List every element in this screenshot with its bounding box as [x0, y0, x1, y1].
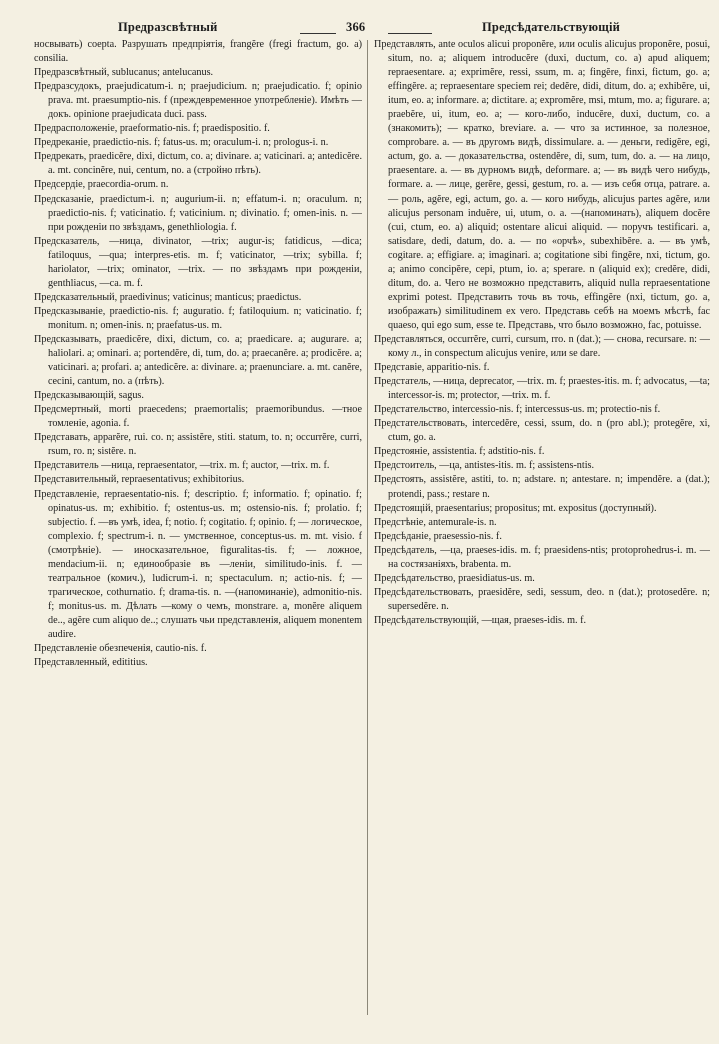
entry: Представленіе обезпеченія, cautio-nis. f. — [34, 643, 207, 655]
entry: Предсѣдательствовать, praesidĕre, sedi, sessum, deo. n (dat.); protosedĕre. n; supersedĕre. n. — [374, 586, 710, 612]
entry: Представіе, apparitio-nis. f. — [374, 362, 490, 374]
entry: Предсказательный, praedivinus; vaticinus; manticus; praedictus. — [34, 291, 302, 303]
right-column — [374, 38, 710, 1028]
entry: Представляться, occurrĕre, curri, cursum, rro. n (dat.); — снова, recursare. n: — кому л., in conspectum alicujus venire, или se dare. — [374, 333, 710, 360]
entry: Предсказывать, praedicĕre, dixi, dictum, co. a; praedicare. a; augurare. a; haliolari. a; ominari. a; portendĕre, di, tum, do. a; praecanĕre. a; prodicĕre. a; vaticinari. a; profari. a; antedicĕre. a: divinare. a; praenunciare. a. mt. canĕre, cecini, cantum, no. a (пѣть). — [34, 333, 362, 388]
entry: Предреканіе, praedictio-nis. f; fatus-us. m; oraculum-i. n; prologus-i. n. — [34, 137, 329, 149]
entry: Предразсвѣтный, sublucanus; antelucanus. — [34, 67, 214, 79]
entry: Предстатель, —ница, deprecator, —trix. m. f; praestes-itis. m. f; advocatus, —ta; intercessor-is. m; protector, —trix. m. f. — [374, 376, 710, 402]
entry: Представать, apparĕre, rui. co. n; assistĕre, stiti. statum, to. n; occurrĕre, curri, rsum, ro. n; sistĕre. n. — [34, 432, 362, 458]
entry: Предсердіе, praecordia-orum. n. — [34, 179, 169, 191]
entry: носвывать) coepta. Разрушать предпріятія, frangĕre (fregi fractum, go. a) consilia. — [34, 39, 362, 65]
entry: Предсмертный, morti praecedens; praemortalis; praemoribundus. —тное томленіе, agonia. f. — [34, 404, 362, 430]
running-head-right: Предсѣдательствующій — [482, 20, 621, 34]
entry: Предстательствовать, intercedĕre, cessi, ssum, do. n (pro abl.); protegĕre, xi, ctum, go. a. — [374, 418, 710, 444]
entry: Предсѣдатель, —ца, praeses-idis. m. f; praesidens-ntis; protoprohedrus-i. m. —на состязаніяхъ, brabenta. m. — [374, 544, 710, 570]
entry: Предстояніе, assistentia. f; adstitio-nis. f. — [374, 446, 545, 458]
entry: Предстѣніе, antemurale-is. n. — [374, 516, 497, 528]
entry: Представлять, ante oculos alicui proponĕre, или oculis alicujus proponĕre, posui, situm, no. a; aliquem introducĕre (duxi, ductum, co. a) apud aliquem; repraesentare. a; exprimĕre, ressi, ssum, m. a; fingĕre, finxi, fictum, go. a; effingĕre. a; repraesentare speciem rei; dedĕre, didi, ditum, do. a; exhibĕre, ui, itum, eo. a; informare. a; dictitare. a; expromĕre, msi, mtum, mo. a; figurare. a; praebĕre, ui, itum, eo. a; — кого-либо, inducĕre, duxi, ductum, co. a (знакомить); — кратко, breviare. a. — что за истинное, за полезное, comprobare. a. — въ другомъ видѣ, dissimulare. a. — деньги, redigĕre, egi, actum, go. a. — доказательства, ostendĕre, di, sum, tum, do. a. — на лицо, praesentare. a. — въ дурномъ видѣ, deformare. a; — въ видѣ чего нибудь, formare. a. — лице, gerĕre, gessi, gestum, ro. a. — изъ себя отца, patrare. a. — роль, agĕre, egi, actum, go. a. — кого нибудь, alicujus partes agĕre, или alicujus personam induĕre, ui, utum, o. a. —(напоминать), aliquem docĕre (cui, ctum, eo. a) aliquid; ostentare alicui aliquid. — поручъ testificari. a, satisdare, dedi, datum, do. a. — по «орчѣ», subexhibĕre. a. — въ умѣ, cogitare. a; effigiare. a; imaginari. a; cogitatione sibi fingĕre, nxi, tictum, go. a; animo concipĕre, cepi, ptum, io. a; sperare. n (aliquid ex); credĕre, didi, ditum, do. a. Чего не возможно представить, aliquid nulla repraesentatione exprimi potest. Представить точь въ точь, effingĕre (nxi, tictum, go. a, изображать) similitudinem ex vero. Представь себѣ на моемъ мѣстѣ, fac quaeso, qui ego sum, esse te. Представь, что было возможно, fac, potuisse. — [374, 39, 710, 331]
header-rule-right — [388, 33, 432, 34]
running-head-left: Предразсвѣтный — [118, 20, 218, 34]
entry: Предсѣдательство, praesidiatus-us. m. — [374, 572, 535, 584]
entry: Представительный, repraesentativus; exhibitorius. — [34, 474, 245, 486]
entry: Предсѣдательствующій, —щая, praeses-idis. m. f. — [374, 614, 587, 626]
header-rule-left — [300, 33, 336, 34]
entry: Предсказываніе, praedictio-nis. f; auguratio. f; fatiloquium. n; vaticinatio. f; monitum. n; omen-inis. n; praefatus-us. m. — [34, 305, 362, 331]
entry: Предрекать, praedicĕre, dixi, dictum, co. a; divinare. a; vaticinari. a; antedicĕre. a. mt. concinĕre, nui, centum, no. a (стройно пѣть). — [34, 151, 362, 177]
entry: Предрасположеніе, praeformatio-nis. f; praedispositio. f. — [34, 123, 270, 135]
page-number: 366 — [346, 20, 366, 34]
left-column — [34, 38, 362, 1028]
entry: Предстоитель, —ца, antistes-itis. m. f; assistens-ntis. — [374, 460, 595, 472]
entry: Предстоящій, praesentarius; propositus; mt. expositus (доступный). — [374, 502, 657, 514]
entry: Предстательство, intercessio-nis. f; intercessus-us. m; protectio-nis f. — [374, 404, 661, 416]
column-divider — [367, 40, 368, 1015]
entry: Представленный, edititius. — [34, 657, 148, 669]
entry: Предсѣданіе, praesessio-nis. f. — [374, 530, 502, 542]
entry: Предсказатель, —ница, divinator, —trix; augur-is; fatidicus, —dica; fatiloquus, —qua; interpres-etis. m. f; vaticinator, —trix; sybilla. f; hariolator, —trix; ominator, —trix. — по звѣздамъ при рожденіи, genthliacus, —ca. m. f. — [34, 235, 362, 289]
entry: Представленіе, repraesentatio-nis. f; descriptio. f; informatio. f; opinatio. f; opinatus-us. m; exhibitio. f; ostentus-us. m; ostensio-nis. f; prolatio. f; subjectio. f. —въ умѣ, idea, f; notio. f; cogitatio. f; opinio. f; — логическое, complexio. f; spectrum-i. n. — умственное, conceptus-us. m. mt. visio. f (смотрѣніе). — иносказательное, figuralitas-tis. f; — ложное, mendacium-ii. n; единообразіе въ —леніи, similitudo-inis. f. — театральное (комич.), ludicrum-i. n; spectaculum. n; actio-nis. f; — трагическое, cothurnatio. f; drama-tis. n. —(напоминаніе), admonitio-nis. f; monitus-us. m. Дѣлать —кому о чемъ, monstrare. a, monĕre aliquem de.., agĕre cum aliquo de..; слушать чьи представленія, aliquem monentem audire. — [34, 488, 362, 640]
entry: Представитель —ница, repraesentator, —trix. m. f; auctor, —trix. m. f. — [34, 460, 330, 472]
entry: Предсказывающій, sagus. — [34, 390, 144, 402]
entry: Предразсудокъ, praejudicatum-i. n; praejudicium. n; praejudicatio. f; opinio prava. mt. praesumptio-nis. f (преждевременное употребленіе). Имѣть —докъ. opinione praejudicata duci. pass. — [34, 81, 362, 121]
entry: Предстоять, assistĕre, astiti, to. n; adstare. n; antestare. n; impendĕre. a (dat.); protendi, pass.; restare n. — [374, 474, 710, 500]
entry: Предсказаніе, praedictum-i. n; augurium-ii. n; effatum-i. n; oraculum. n; praedictio-nis. f; vaticinatio. f; vaticinium. n; divinatio. f; omen-inis. n. — при рожденіи по звѣздамъ, genethliologia. f. — [34, 193, 362, 233]
